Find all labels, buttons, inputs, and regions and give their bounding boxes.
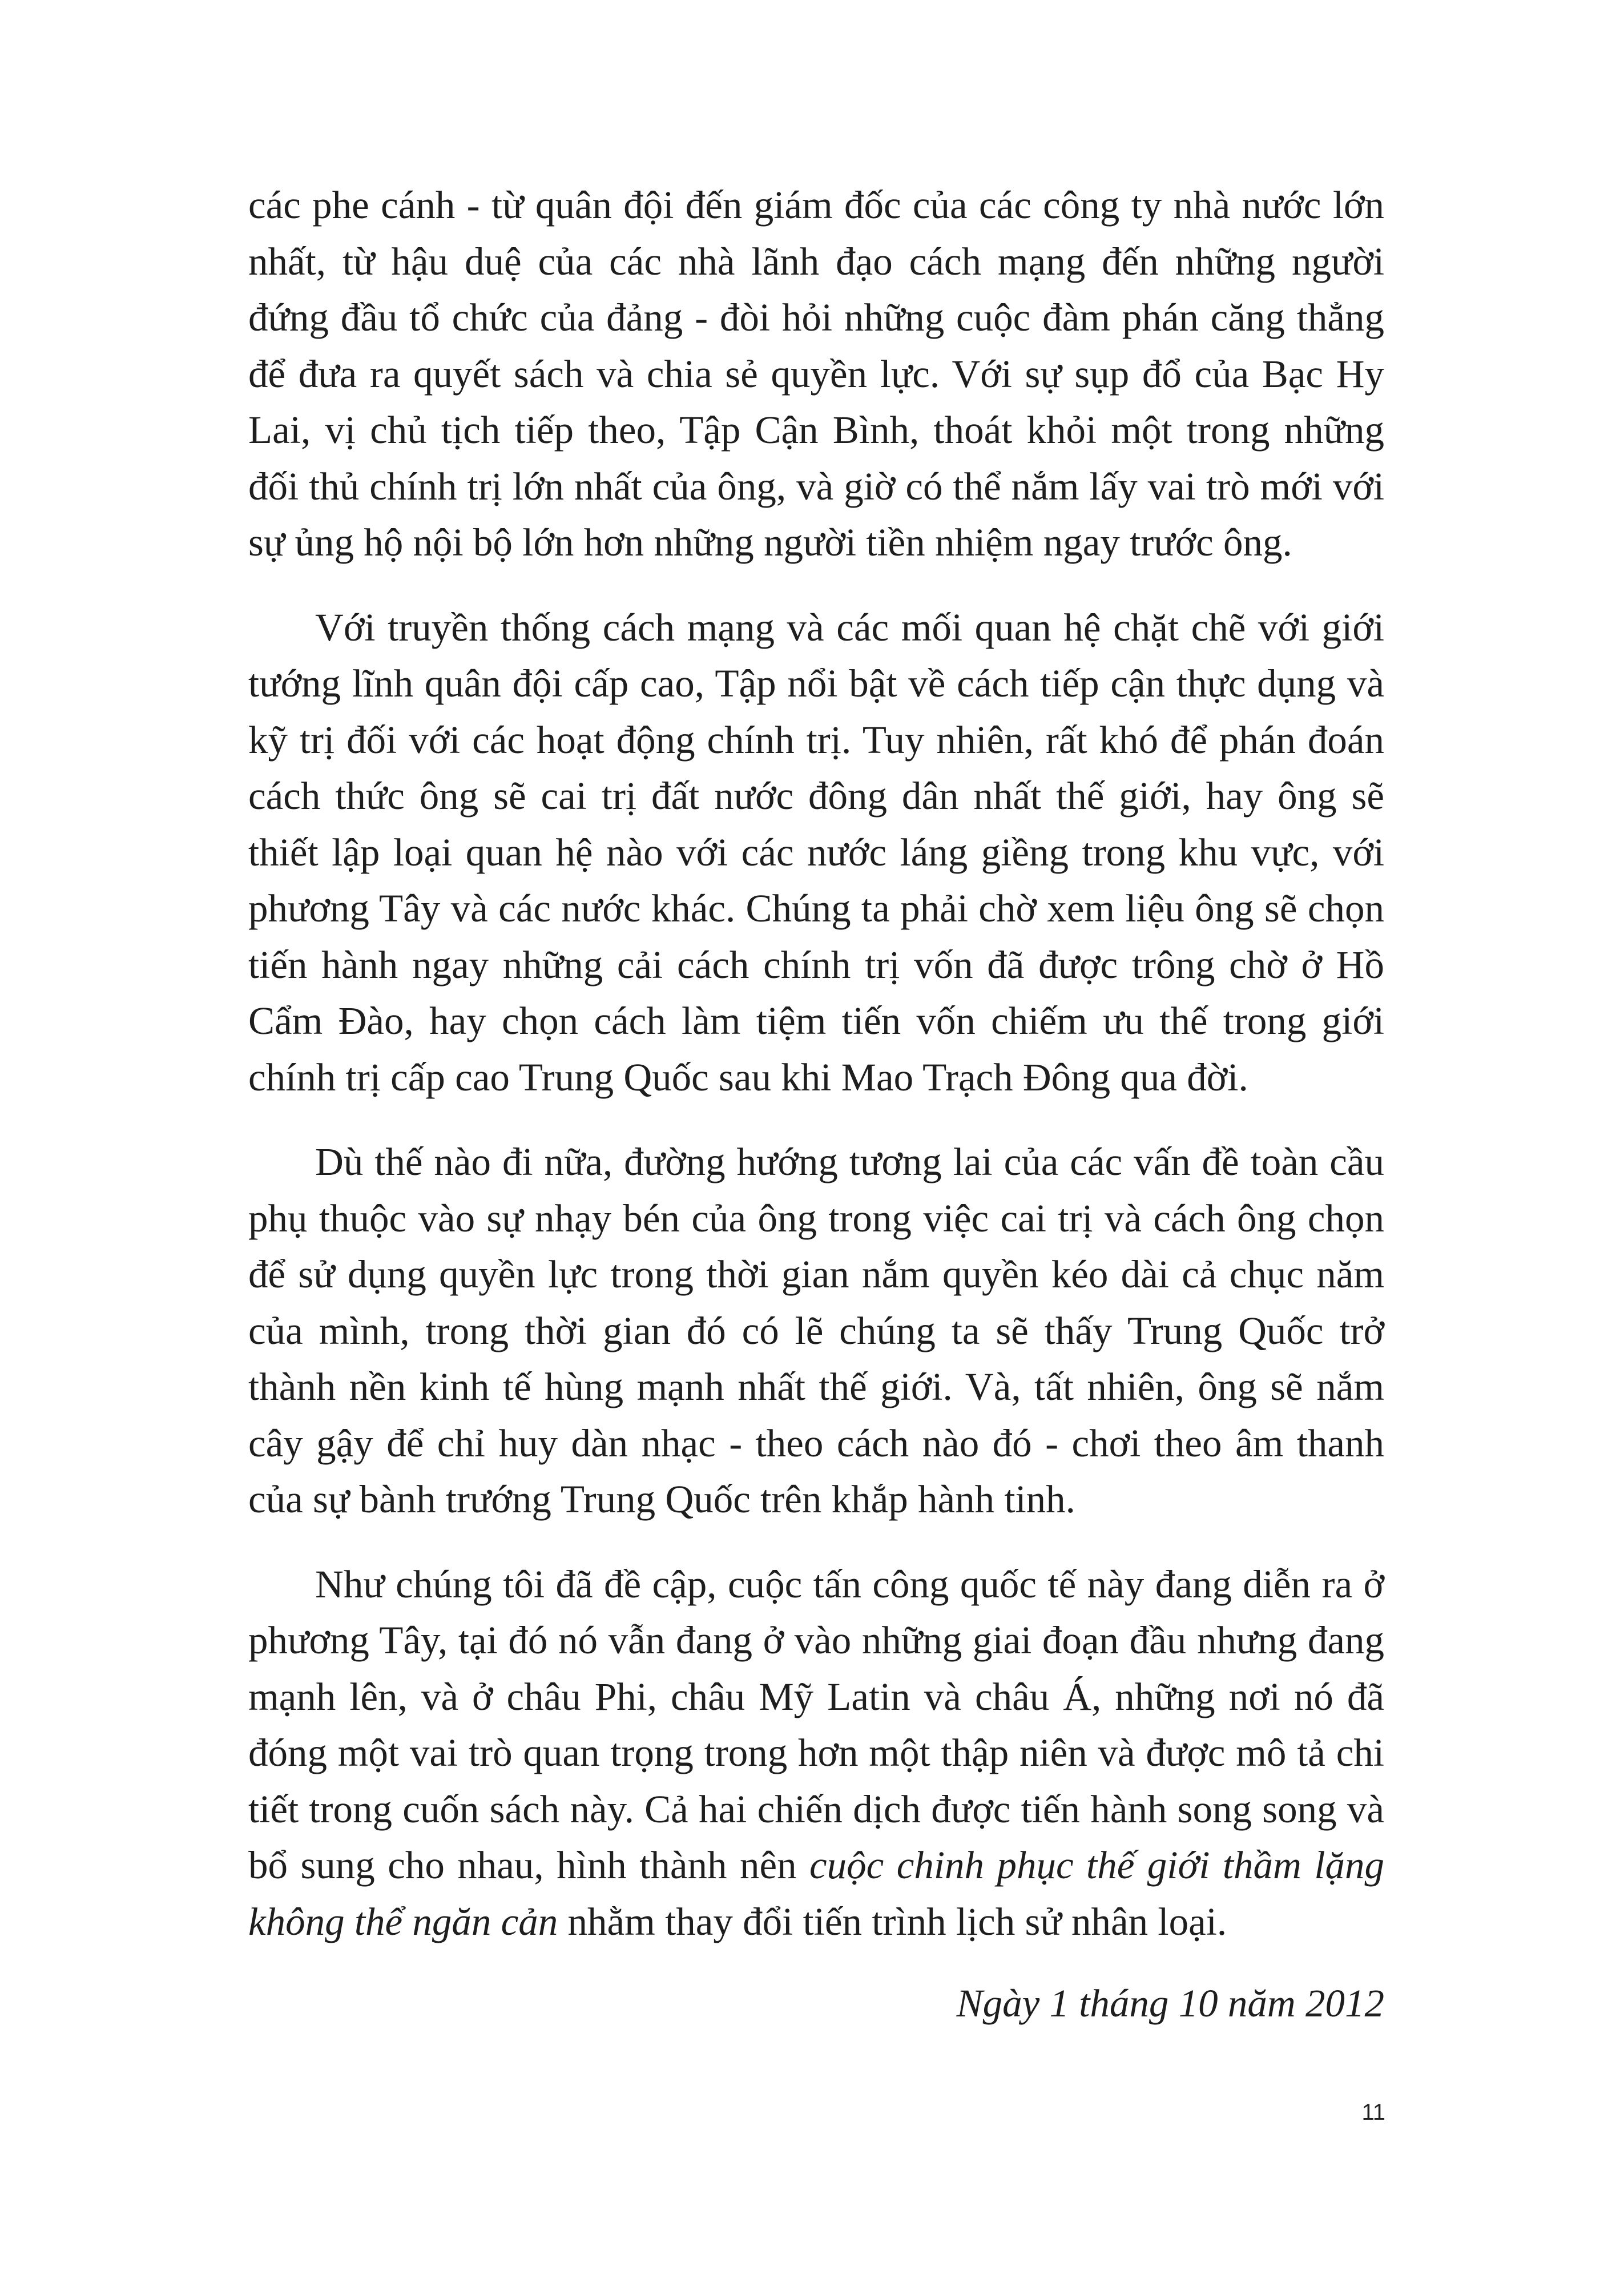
paragraph-4-text: Như chúng tôi đã đề cập, cuộc tấn công quốc tế này đang diễn ra ở phương Tây, tại đó nó vẫn đang ở vào những giai đoạn đầu nhưng đang mạnh lên, và ở châu Phi, châu Mỹ Latin và châu Á, những nơi nó đã đóng một vai trò quan trọng trong hơn một thập niên và được mô tả chi tiết trong cuốn sách này. Cả hai chiến dịch được tiến hành song song và bổ sung cho nhau, hình thành nên: [248, 1562, 1384, 1887]
page-body: [248, 177, 1384, 1950]
paragraph-1: [248, 177, 1384, 571]
page-number: 11: [1361, 2100, 1385, 2125]
paragraph-2: [248, 599, 1384, 1106]
paragraph-4-italic-phrase: cuộc chinh phục thế giới thầm lặng không thể ngăn cản: [248, 1843, 1384, 1943]
date-line: Ngày 1 tháng 10 năm 2012: [956, 1982, 1384, 2025]
paragraph-1-text: các phe cánh - từ quân đội đến giám đốc của các công ty nhà nước lớn nhất, từ hậu duệ của các nhà lãnh đạo cách mạng đến những người đứng đầu tổ chức của đảng - đòi hỏi những cuộc đàm phán căng thẳng để đưa ra quyết sách và chia sẻ quyền lực. Với sự sụp đổ của Bạc Hy Lai, vị chủ tịch tiếp theo, Tập Cận Bình, thoát khỏi một trong những đối thủ chính trị lớn nhất của ông, và giờ có thể nắm lấy vai trò mới với sự ủng hộ nội bộ lớn hơn những người tiền nhiệm ngay trước ông.: [248, 183, 1384, 564]
paragraph-3-text: Dù thế nào đi nữa, đường hướng tương lai của các vấn đề toàn cầu phụ thuộc vào sự nhạy bén của ông trong việc cai trị và cách ông chọn để sử dụng quyền lực trong thời gian nắm quyền kéo dài cả chục năm của mình, trong thời gian đó có lẽ chúng ta sẽ thấy Trung Quốc trở thành nền kinh tế hùng mạnh nhất thế giới. Và, tất nhiên, ông sẽ nắm cây gậy để chỉ huy dàn nhạc - theo cách nào đó - chơi theo âm thanh của sự bành trướng Trung Quốc trên khắp hành tinh.: [248, 1140, 1384, 1521]
paragraph-4-text-end: nhằm thay đổi tiến trình lịch sử nhân loại.: [558, 1899, 1227, 1943]
paragraph-3: [248, 1134, 1384, 1528]
paragraph-2-text: Với truyền thống cách mạng và các mối quan hệ chặt chẽ với giới tướng lĩnh quân đội cấp cao, Tập nổi bật về cách tiếp cận thực dụng và kỹ trị đối với các hoạt động chính trị. Tuy nhiên, rất khó để phán đoán cách thức ông sẽ cai trị đất nước đông dân nhất thế giới, hay ông sẽ thiết lập loại quan hệ nào với các nước láng giềng trong khu vực, với phương Tây và các nước khác. Chúng ta phải chờ xem liệu ông sẽ chọn tiến hành ngay những cải cách chính trị vốn đã được trông chờ ở Hồ Cẩm Đào, hay chọn cách làm tiệm tiến vốn chiếm ưu thế trong giới chính trị cấp cao Trung Quốc sau khi Mao Trạch Đông qua đời.: [248, 605, 1384, 1099]
paragraph-4: [248, 1556, 1384, 1950]
